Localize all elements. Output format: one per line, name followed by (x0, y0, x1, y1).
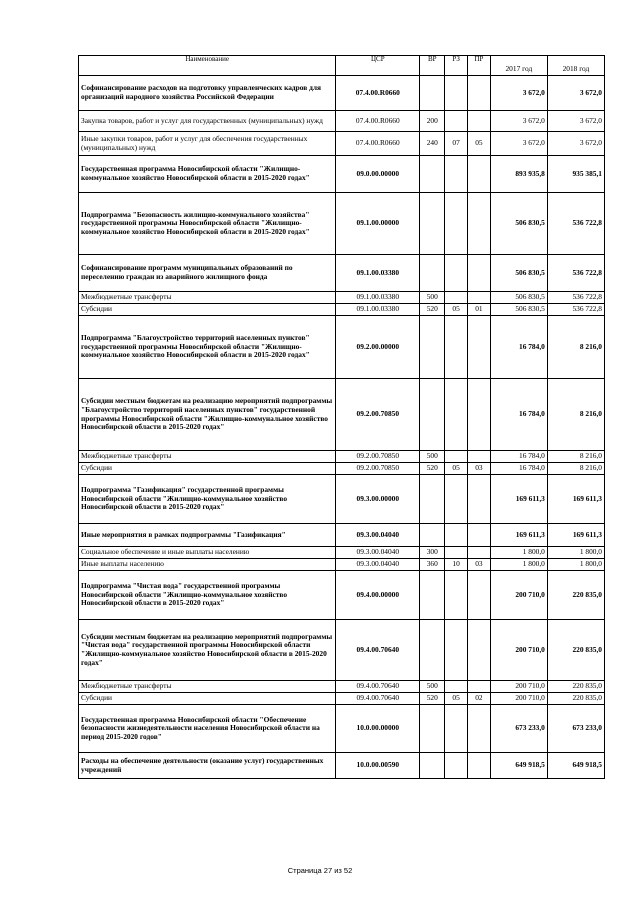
row-code: 07.4.00.R0660 (336, 132, 420, 156)
row-code: 10.0.00.00590 (336, 753, 420, 779)
row-code: 09.3.00.00000 (336, 475, 420, 524)
row-name: Закупка товаров, работ и услуг для государственных (муниципальных) нужд (79, 111, 336, 132)
row-vr (420, 524, 445, 547)
row-vr: 240 (420, 132, 445, 156)
row-value-2017: 893 935,8 (490, 156, 547, 193)
row-pr (468, 451, 491, 463)
row-value-2017: 1 800,0 (490, 547, 547, 559)
row-code: 09.3.00.04040 (336, 524, 420, 547)
row-value-2018: 536 722,8 (547, 255, 604, 292)
row-pr (468, 753, 491, 779)
row-rz (445, 292, 468, 304)
row-code: 09.2.00.70850 (336, 451, 420, 463)
row-name: Подпрограмма "Благоустройство территорий населенных пунктов" государственной программы Новосибирской области "Жилищно-коммунальное хозяйство Новосибирской области в 2015-2020 годах" (79, 316, 336, 379)
row-code: 09.2.00.70850 (336, 379, 420, 451)
row-value-2017: 506 830,5 (490, 304, 547, 316)
row-vr: 520 (420, 463, 445, 475)
table-row (79, 316, 605, 379)
row-rz: 05 (445, 693, 468, 705)
row-pr (468, 255, 491, 292)
row-rz (445, 524, 468, 547)
row-name: Субсидии (79, 693, 336, 705)
row-vr: 500 (420, 681, 445, 693)
header-pr: ПР (468, 56, 491, 76)
row-name: Межбюджетные трансферты (79, 292, 336, 304)
row-vr: 500 (420, 292, 445, 304)
row-vr (420, 753, 445, 779)
row-pr (468, 292, 491, 304)
row-pr (468, 156, 491, 193)
row-value-2017: 16 784,0 (490, 451, 547, 463)
row-name: Субсидии (79, 304, 336, 316)
row-value-2018: 169 611,3 (547, 475, 604, 524)
row-value-2018: 169 611,3 (547, 524, 604, 547)
table-row (79, 193, 605, 255)
row-pr (468, 111, 491, 132)
row-vr (420, 255, 445, 292)
row-code: 09.1.00.03380 (336, 304, 420, 316)
row-rz (445, 620, 468, 681)
row-code: 09.1.00.03380 (336, 255, 420, 292)
row-code: 09.4.00.70640 (336, 681, 420, 693)
row-value-2018: 3 672,0 (547, 111, 604, 132)
row-pr: 05 (468, 132, 491, 156)
row-name: Софинансирование расходов на подготовку управленческих кадров для организаций народного хозяйства Российской Федерации (79, 76, 336, 111)
row-vr: 520 (420, 304, 445, 316)
row-value-2018: 220 835,0 (547, 693, 604, 705)
row-rz: 10 (445, 559, 468, 571)
row-vr (420, 316, 445, 379)
row-name: Субсидии местным бюджетам на реализацию мероприятий подпрограммы "Чистая вода" государственной программы Новосибирской области "Жилищно-коммунальное хозяйство Новосибирской области в 2015-2020 годах" (79, 620, 336, 681)
row-code: 09.1.00.00000 (336, 193, 420, 255)
row-rz (445, 547, 468, 559)
row-rz: 05 (445, 463, 468, 475)
row-pr (468, 547, 491, 559)
row-name: Софинансирование программ муниципальных образований по переселению граждан из аварийного жилищного фонда (79, 255, 336, 292)
header-code: ЦСР (336, 56, 420, 76)
row-value-2017: 3 672,0 (490, 76, 547, 111)
row-vr: 520 (420, 693, 445, 705)
row-code: 10.0.00.00000 (336, 705, 420, 753)
row-pr (468, 475, 491, 524)
row-value-2018: 8 216,0 (547, 451, 604, 463)
table-row (79, 681, 605, 693)
table-row (79, 111, 605, 132)
table-row (79, 571, 605, 620)
row-code: 09.3.00.04040 (336, 559, 420, 571)
header-rz: РЗ (445, 56, 468, 76)
row-rz (445, 255, 468, 292)
row-name: Подпрограмма "Газификация" государственной программы Новосибирской области "Жилищно-коммунальное хозяйство Новосибирской области в 2015-2020 годах" (79, 475, 336, 524)
table-row (79, 379, 605, 451)
row-vr (420, 705, 445, 753)
row-value-2018: 220 835,0 (547, 620, 604, 681)
table-row (79, 693, 605, 705)
row-name: Субсидии (79, 463, 336, 475)
row-code: 09.3.00.04040 (336, 547, 420, 559)
row-pr (468, 524, 491, 547)
table-row (79, 132, 605, 156)
row-name: Подпрограмма "Чистая вода" государственной программы Новосибирской области "Жилищно-коммунальное хозяйство Новосибирской области в 2015-2020 годах" (79, 571, 336, 620)
row-value-2017: 16 784,0 (490, 463, 547, 475)
row-name: Расходы на обеспечение деятельности (оказание услуг) государственных учреждений (79, 753, 336, 779)
row-value-2018: 673 233,0 (547, 705, 604, 753)
row-pr (468, 193, 491, 255)
table-row (79, 524, 605, 547)
row-name: Субсидии местным бюджетам на реализацию мероприятий подпрограммы "Благоустройство территорий населенных пунктов" государственной программы Новосибирской области "Жилищно-коммунальное хозяйство Новосибирской области в 2015-2020 годах" (79, 379, 336, 451)
row-vr (420, 620, 445, 681)
table-row (79, 620, 605, 681)
row-vr: 500 (420, 451, 445, 463)
row-rz (445, 379, 468, 451)
header-vr: ВР (420, 56, 445, 76)
row-value-2017: 649 918,5 (490, 753, 547, 779)
table-row (79, 76, 605, 111)
row-value-2017: 3 672,0 (490, 111, 547, 132)
budget-table (78, 55, 605, 779)
row-value-2018: 8 216,0 (547, 379, 604, 451)
row-value-2017: 169 611,3 (490, 475, 547, 524)
row-value-2018: 220 835,0 (547, 681, 604, 693)
row-name: Социальное обеспечение и иные выплаты населению (79, 547, 336, 559)
row-value-2017: 200 710,0 (490, 620, 547, 681)
row-rz (445, 705, 468, 753)
row-vr: 360 (420, 559, 445, 571)
row-rz (445, 111, 468, 132)
row-value-2018: 536 722,8 (547, 193, 604, 255)
row-vr: 300 (420, 547, 445, 559)
row-pr: 03 (468, 463, 491, 475)
row-value-2018: 1 800,0 (547, 559, 604, 571)
row-value-2018: 1 800,0 (547, 547, 604, 559)
row-code: 09.4.00.70640 (336, 693, 420, 705)
row-value-2018: 536 722,8 (547, 292, 604, 304)
row-pr: 01 (468, 304, 491, 316)
row-name: Государственная программа Новосибирской области "Жилищно-коммунальное хозяйство Новосибирской области в 2015-2020 годах" (79, 156, 336, 193)
row-code: 09.2.00.00000 (336, 316, 420, 379)
row-vr: 200 (420, 111, 445, 132)
row-value-2017: 3 672,0 (490, 132, 547, 156)
row-value-2017: 16 784,0 (490, 316, 547, 379)
row-code: 07.4.00.R0660 (336, 76, 420, 111)
row-rz (445, 475, 468, 524)
table-row (79, 705, 605, 753)
row-rz: 07 (445, 132, 468, 156)
row-rz (445, 451, 468, 463)
row-rz: 05 (445, 304, 468, 316)
table-row (79, 547, 605, 559)
budget-table-page (78, 55, 605, 779)
row-value-2018: 3 672,0 (547, 76, 604, 111)
row-value-2017: 506 830,5 (490, 193, 547, 255)
row-rz (445, 156, 468, 193)
header-2017: 2017 год (490, 56, 547, 76)
row-vr (420, 379, 445, 451)
row-value-2017: 673 233,0 (490, 705, 547, 753)
row-value-2017: 506 830,5 (490, 255, 547, 292)
row-value-2017: 16 784,0 (490, 379, 547, 451)
table-row (79, 559, 605, 571)
row-pr: 03 (468, 559, 491, 571)
row-value-2017: 200 710,0 (490, 681, 547, 693)
table-row (79, 475, 605, 524)
row-pr (468, 379, 491, 451)
row-pr (468, 681, 491, 693)
row-value-2018: 220 835,0 (547, 571, 604, 620)
row-name: Подпрограмма "Безопасность жилищно-коммунального хозяйства" государственной программы Новосибирской области "Жилищно-коммунальное хозяйство Новосибирской области в 2015-2020 годах" (79, 193, 336, 255)
table-row (79, 255, 605, 292)
row-rz (445, 76, 468, 111)
row-name: Иные выплаты населению (79, 559, 336, 571)
row-code: 07.4.00.R0660 (336, 111, 420, 132)
row-pr (468, 705, 491, 753)
row-value-2018: 3 672,0 (547, 132, 604, 156)
row-pr (468, 620, 491, 681)
row-vr (420, 571, 445, 620)
row-value-2018: 8 216,0 (547, 463, 604, 475)
row-name: Государственная программа Новосибирской области "Обеспечение безопасности жизнедеятельности населения Новосибирской области на период 2015-2020 годов" (79, 705, 336, 753)
row-value-2017: 200 710,0 (490, 693, 547, 705)
row-name: Иные мероприятия в рамках подпрограммы "Газификация" (79, 524, 336, 547)
row-name: Иные закупки товаров, работ и услуг для обеспечения государственных (муниципальных) нужд (79, 132, 336, 156)
row-rz (445, 681, 468, 693)
page-number: Страница 27 из 52 (287, 866, 353, 875)
table-row (79, 304, 605, 316)
row-value-2017: 169 611,3 (490, 524, 547, 547)
row-rz (445, 571, 468, 620)
row-value-2018: 8 216,0 (547, 316, 604, 379)
table-row (79, 463, 605, 475)
row-value-2018: 935 385,1 (547, 156, 604, 193)
row-vr (420, 156, 445, 193)
table-row (79, 292, 605, 304)
table-row (79, 451, 605, 463)
table-row (79, 156, 605, 193)
row-value-2017: 506 830,5 (490, 292, 547, 304)
row-pr: 02 (468, 693, 491, 705)
row-code: 09.4.00.70640 (336, 620, 420, 681)
row-name: Межбюджетные трансферты (79, 451, 336, 463)
row-code: 09.1.00.03380 (336, 292, 420, 304)
header-name: Наименование (79, 56, 336, 76)
row-value-2018: 536 722,8 (547, 304, 604, 316)
row-vr (420, 76, 445, 111)
row-pr (468, 571, 491, 620)
row-value-2018: 649 918,5 (547, 753, 604, 779)
row-value-2017: 1 800,0 (490, 559, 547, 571)
row-code: 09.4.00.00000 (336, 571, 420, 620)
header-2018: 2018 год (547, 56, 604, 76)
row-value-2017: 200 710,0 (490, 571, 547, 620)
row-rz (445, 193, 468, 255)
table-row (79, 753, 605, 779)
table-header-row (79, 56, 605, 76)
row-pr (468, 316, 491, 379)
row-vr (420, 193, 445, 255)
row-name: Межбюджетные трансферты (79, 681, 336, 693)
row-vr (420, 475, 445, 524)
row-rz (445, 316, 468, 379)
row-code: 09.2.00.70850 (336, 463, 420, 475)
row-pr (468, 76, 491, 111)
row-rz (445, 753, 468, 779)
row-code: 09.0.00.00000 (336, 156, 420, 193)
